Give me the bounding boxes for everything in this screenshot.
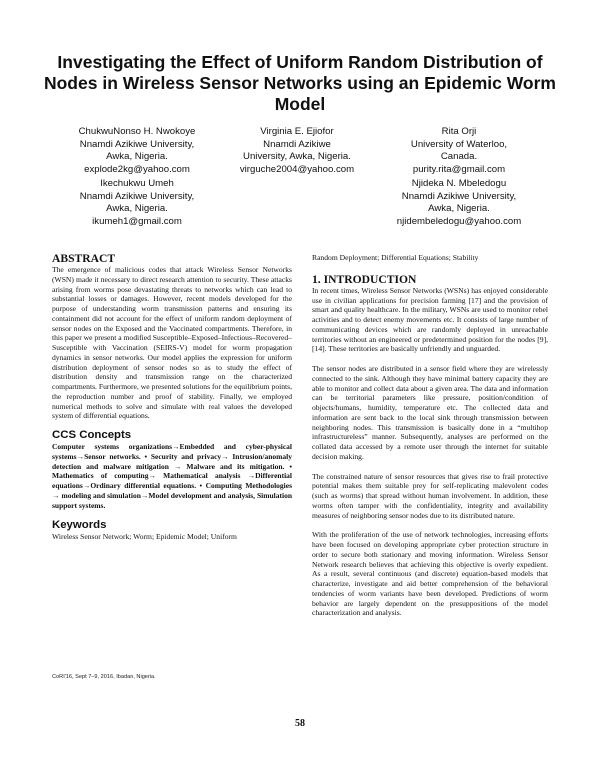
author-location: Awka, Nigeria. [428,203,490,214]
author-affiliation: University of Waterloo, [410,138,508,150]
abstract-heading: ABSTRACT [52,252,116,265]
introduction-heading: 1. INTRODUCTION [312,272,417,286]
abstract-text: The emergence of malicious codes that attack Wireless Sensor Networks (WSN) made it necessary to direct research attention to security. These attacks arising from worms pose devastating threats to networks which can lead to substantial losses or damages. However, recent models developed for the purpose of understanding worm transmission patterns and ensuring its containment did not account for the effect of uniform random deployment of sensor nodes on the Exposed and the Vaccinated compartments. Therefore, in this paper we present a modified Susceptible–Exposed–Infectious–Recovered–Susceptible with Vaccination (SEIRS-V) model for worm propagation dynamics in sensor networks. Our model applies the expression for uniform distribution deployment of sensor nodes so as to study the effect of distribution density and transmission range on the characterized compartments. Furthermore, we presented solutions for the equilibrium points, the reproduction number and proof of stability. Finally, we employed numerical methods to solve and simulate with real values the developed system of differential equations. [52,265,292,421]
author-location: Awka, Nigeria. [106,151,168,162]
author-affiliation: Nnamdi Azikiwe University, [401,190,517,202]
author-block [222,126,372,176]
author-affiliation: Nnamdi Azikiwe [263,138,331,150]
author-block [384,126,534,176]
author-email: purity.rita@gmail.com [412,163,506,175]
author-block [62,126,212,176]
author-email: explode2kg@yahoo.com [84,163,190,175]
intro-paragraph: The constrained nature of sensor resources that gives rise to frail protective potential makes them suitable prey for self-replicating malevolent codes (such as worms) that spread without human involvement. In addition, these worms often tamper with the confidentiality, integrity and availability measures of neighboring sensor nodes due to its distributed nature. [312,471,548,520]
intro-paragraph: In recent times, Wireless Sensor Networks (WSNs) has enjoyed considerable use in civilian applications for precision farming [17] and the provision of smart and quality healthcare. In the military, WSNs are used to monitor rebel activities and to detect enemy movements etc. It consists of large number of communicating devices which are randomly deployed in unreachable territories without an engineered or predetermined position for the nodes [9], [14]. These territories are basically unfriendly and unguarded. [312,285,548,354]
author-block [384,178,534,228]
author-name: ChukwuNonso H. Nwokoye [78,126,196,137]
author-block [62,178,212,228]
right-column [312,253,548,618]
author-affiliation: Nnamdi Azikiwe University, [79,138,195,150]
keywords-continuation: Random Deployment; Differential Equations; Stability [312,253,479,262]
left-column [52,252,292,541]
page-number: 58 [295,718,305,729]
author-affiliation: Nnamdi Azikiwe University, [79,190,195,202]
keywords-text: Wireless Sensor Network; Worm; Epidemic Model; Uniform [52,531,237,541]
intro-paragraph: With the proliferation of the use of network technologies, increasing efforts have been focused on developing appropriate cyber protection structure in order to secure both stationary and moving information. Wireless Sensor Network research believes that achieving this objective is overly expedient. As a result, several continuous (and discrete) equation-based models that characterize, investigate and aid better comprehension of the behavioral tendencies of worm variants have been developed. Predictions of worm behavior are largely dependent on the presuppositions of the model characterization and analysis. [312,530,548,618]
ccs-text: Computer systems organizations→Embedded and cyber-physical systems→Sensor networks. • Security and privacy→ Intrusion/anomaly detection and malware mitigation → Malware and its mitigation. • Mathematics of computing→ Mathematical analysis →Differential equations→Ordinary differential equations. • Computing Methodologies → modeling and simulation→Model development and analysis, Simulation support systems. [52,442,292,510]
paper-title: Investigating the Effect of Uniform Random Distribution of Nodes in Wireless Sensor Networks using an Epidemic Worm Model [43,52,556,114]
author-location: Canada. [440,151,478,162]
author-email: ikumeh1@gmail.com [92,215,182,227]
keywords-heading: Keywords [52,518,107,531]
author-location: University, Awka, Nigeria. [243,151,351,162]
author-name: Ikechukwu Umeh [100,178,174,189]
author-name: Rita Orji [441,126,477,137]
author-name: Virginia E. Ejiofor [260,126,334,137]
intro-paragraph: The sensor nodes are distributed in a sensor field where they are wirelessly connected to the sink. Although they have minimal battery capacity they are able to monitor and collect data about a given area. The data and information can be territorial parameters like pressure, position/condition of objects/humans, humidity, temperature etc. The collected data and information are sent back to the local sink through transmission between neighboring nodes. This transmission is basically done in a “multihop infrastructureless” manner. Subsequently, analyses are performed on the collated data accessed by a remote user through the internet for suitable decision making. [312,364,548,461]
author-name: Njideka N. Mbeledogu [411,178,507,189]
conference-footnote: CoRI'16, Sept 7–9, 2016, Ibadan, Nigeria. [52,674,156,680]
author-location: Awka, Nigeria. [106,203,168,214]
ccs-heading: CCS Concepts [52,429,132,441]
author-email: njidembeledogu@yahoo.com [396,215,522,227]
author-email: virguche2004@yahoo.com [239,163,355,175]
